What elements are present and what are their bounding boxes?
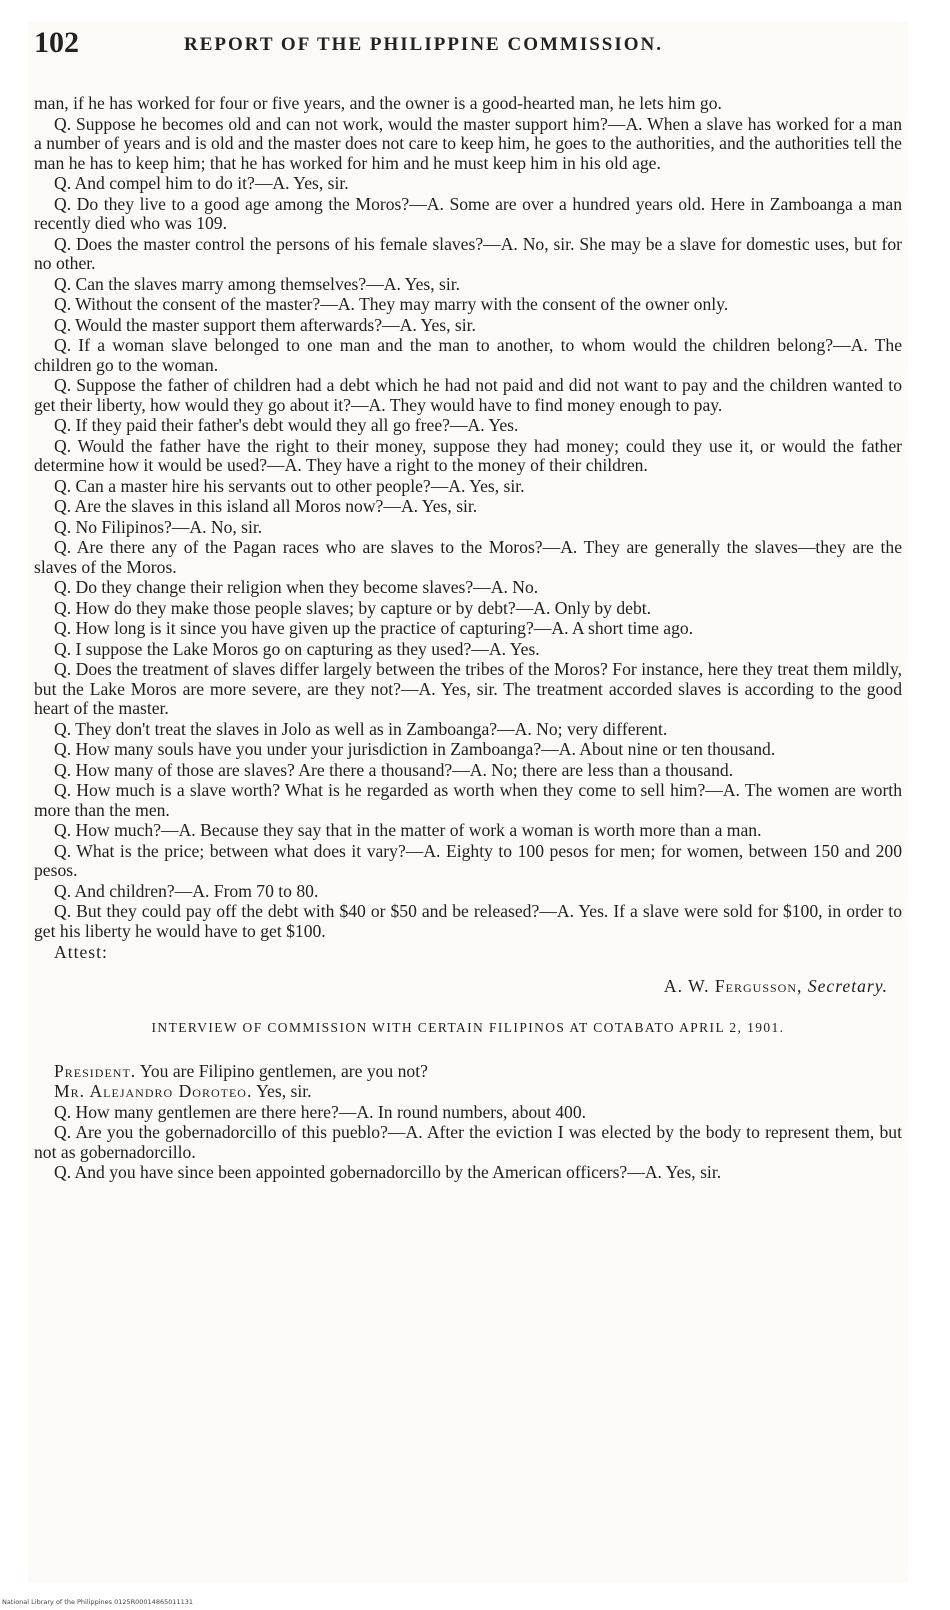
interview-text: Q. Are you the gobernadorcillo of this pueblo?—A. After the eviction I was elected by the body to represent them, but not as gobernadorcillo. (34, 1122, 902, 1162)
scan-footer: National Library of the Philippines 0125R00014865011131 (2, 1598, 194, 1606)
paragraph: Q. And children?—A. From 70 to 80. (54, 880, 319, 901)
paragraph: Q. Are the slaves in this island all Moros now?—A. Yes, sir. (54, 496, 478, 516)
paragraph: Q. They don't treat the slaves in Jolo as well as in Zamboanga?—A. No; very different. (54, 718, 668, 739)
page-header (34, 26, 908, 70)
paragraph: Q. I suppose the Lake Moros go on capturing as they used?—A. Yes. (54, 638, 540, 659)
paragraph: Q. How much is a slave worth? What is he regarded as worth when they come to sell him?—A. The women are worth more than the men. (34, 780, 902, 820)
interview-text: Q. And you have since been appointed gobernadorcillo by the American officers?—A. Yes, sir. (54, 1162, 722, 1182)
interview-text: Yes, sir. (252, 1081, 312, 1101)
paragraph: Q. How much?—A. Because they say that in the matter of work a woman is worth more than a man. (54, 820, 762, 840)
document-page (28, 22, 908, 1582)
signature (34, 977, 888, 997)
interview-line (34, 1062, 902, 1082)
paragraph: Q. Do they change their religion when they become slaves?—A. No. (54, 577, 539, 597)
interview-line (34, 1082, 902, 1102)
paragraph: Q. Would the father have the right to their money, suppose they had money; could they use it, or would the father determine how it would be used?—A. They have a right to the money of their children. (34, 435, 902, 475)
speaker-name: President. (54, 1060, 137, 1081)
paragraph: Q. If a woman slave belonged to one man and the man to another, to whom would the children belong?—A. The children go to the woman. (34, 335, 902, 375)
interview-line (34, 1103, 902, 1123)
speaker-name: Mr. Alejandro Doroteo. (54, 1081, 253, 1101)
paragraph: Q. Can a master hire his servants out to other people?—A. Yes, sir. (54, 475, 525, 496)
page-number: 102 (34, 26, 79, 59)
paragraph: Q. Do they live to a good age among the Moros?—A. Some are over a hundred years old. Here in Zamboanga a man recently died who was 109. (34, 193, 902, 233)
interview-line (34, 1163, 902, 1183)
running-title: REPORT OF THE PHILIPPINE COMMISSION. (184, 34, 664, 55)
paragraph: Q. No Filipinos?—A. No, sir. (54, 516, 263, 537)
paragraph: Q. Suppose he becomes old and can not work, would the master support him?—A. When a slave has worked for a man a number of years and is old and the master does not care to keep him, he goes to the authorities, and the authorities tell the man he has to keep him; that he has worked for him and he must keep him in his old age. (34, 113, 902, 173)
paragraph: Q. If they paid their father's debt would they all go free?—A. Yes. (54, 415, 519, 435)
paragraph: Q. Does the treatment of slaves differ largely between the tribes of the Moros? For instance, here they treat them mildly, but the Lake Moros are more severe, are they not?—A. Yes, sir. The treatment accorded slaves is according to the good heart of the master. (34, 659, 902, 718)
paragraph: Q. How many souls have you under your jurisdiction in Zamboanga?—A. About nine or ten thousand. (54, 739, 776, 759)
interview-text: Q. How many gentlemen are there here?—A. In round numbers, about 400. (54, 1101, 587, 1122)
paragraph: Q. But they could pay off the debt with $40 or $50 and be released?—A. Yes. If a slave were sold for $100, in order to get his liberty he would have to get $100. (34, 901, 902, 941)
interview-text: You are Filipino gentlemen, are you not? (136, 1060, 428, 1081)
paragraph: Q. How do they make those people slaves; by capture or by debt?—A. Only by debt. (54, 597, 652, 618)
paragraph: Q. Suppose the father of children had a debt which he had not paid and did not want to pay and the children wanted to get their liberty, how would they go about it?—A. They would have to find money enough to pay. (34, 375, 902, 415)
body-text (34, 94, 902, 1184)
interview-line (34, 1123, 902, 1162)
signature-role: Secretary. (807, 975, 888, 996)
signature-name: A. W. Fergusson, (663, 975, 803, 996)
paragraph: Q. Does the master control the persons of his female slaves?—A. No, sir. She may be a slave for domestic uses, but for no other. (34, 233, 902, 273)
paragraph: Q. Are there any of the Pagan races who are slaves to the Moros?—A. They are generally the slaves—they are the slaves of the Moros. (34, 537, 902, 577)
paragraph: Q. And compel him to do it?—A. Yes, sir. (54, 173, 349, 193)
paragraph: Q. How long is it since you have given up the practice of capturing?—A. A short time ago. (54, 618, 694, 638)
paragraph: Q. Can the slaves marry among themselves?—A. Yes, sir. (54, 273, 461, 294)
paragraph: Q. Would the master support them afterwards?—A. Yes, sir. (54, 314, 476, 335)
paragraph: Q. Without the consent of the master?—A. They may marry with the consent of the owner only. (54, 294, 729, 314)
attest-label: Attest: (54, 942, 108, 962)
paragraph: Q. How many of those are slaves? Are there a thousand?—A. No; there are less than a thousand. (54, 759, 734, 780)
paragraph: man, if he has worked for four or five years, and the owner is a good-hearted man, he lets him go. (34, 93, 722, 113)
paragraph: Q. What is the price; between what does it vary?—A. Eighty to 100 pesos for men; for women, between 150 and 200 pesos. (34, 840, 902, 880)
section-heading: INTERVIEW OF COMMISSION WITH CERTAIN FILIPINOS AT COTABATO APRIL 2, 1901. (151, 1020, 785, 1035)
